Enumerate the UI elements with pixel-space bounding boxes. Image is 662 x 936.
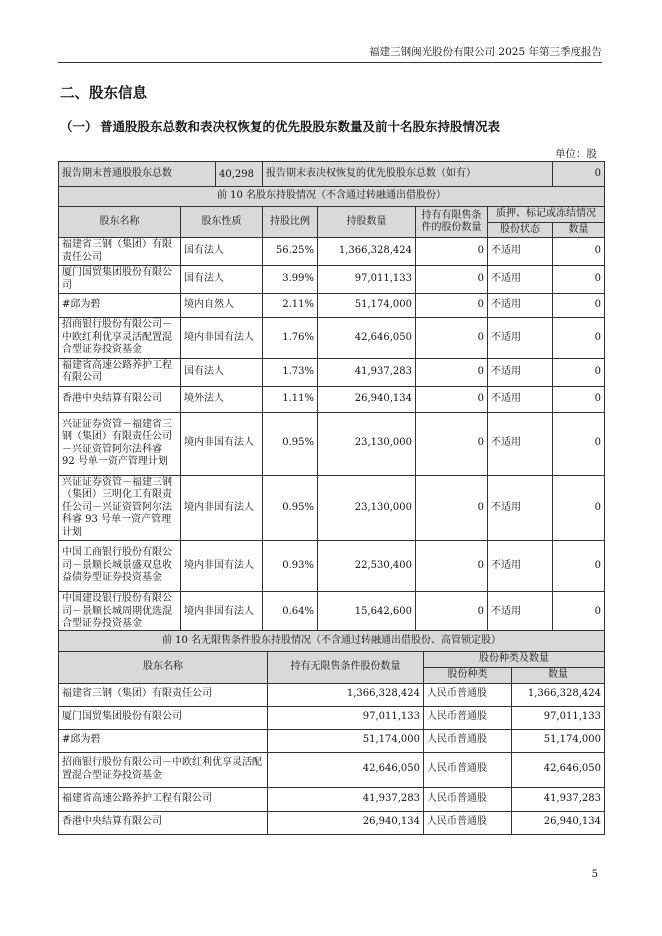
holding-ratio: 3.99%: [263, 266, 318, 294]
header-ratio: 持股比例: [263, 207, 318, 238]
table-row: [59, 318, 605, 359]
pledge-state: 不适用: [488, 592, 553, 633]
holding-ratio: 0.95%: [263, 475, 318, 541]
header-state: 股份状态: [488, 222, 553, 238]
pledge-state: 不适用: [488, 541, 553, 592]
table-row: [59, 706, 605, 729]
shareholder-nature: 国有法人: [181, 358, 263, 386]
table-row: [59, 358, 605, 386]
table-row: [59, 266, 605, 294]
holding-ratio: 0.95%: [263, 412, 318, 475]
table-row: [59, 729, 605, 752]
unrestricted-quantity: 1,366,328,424: [268, 683, 424, 706]
header-count: 数量: [512, 667, 605, 683]
subsection-title: [60, 117, 500, 135]
pledge-state: 不适用: [488, 475, 553, 541]
table-row: [59, 811, 605, 834]
shareholder-name: 福建省高速公路养护工程有限公司: [59, 358, 181, 386]
shareholder-name: 厦门国贸集团股份有限公司: [59, 706, 268, 729]
pledge-state: 不适用: [488, 358, 553, 386]
share-type: 人民币普通股: [424, 752, 512, 787]
holding-quantity: 23,130,000: [318, 475, 416, 541]
share-count: 41,937,283: [512, 787, 605, 811]
summary-label-1: 报告期末普通股股东总数: [62, 167, 172, 179]
holding-ratio: 0.64%: [263, 592, 318, 633]
header-kind: 股份种类及数量: [424, 652, 605, 668]
holding-quantity: 23,130,000: [318, 412, 416, 475]
holding-quantity: 26,940,134: [318, 386, 416, 412]
shareholder-name: #邱为碧: [59, 729, 268, 752]
restricted-quantity: 0: [416, 266, 488, 294]
shareholder-nature: 境内非国有法人: [181, 541, 263, 592]
share-count: 51,174,000: [512, 729, 605, 752]
table-row: [59, 787, 605, 811]
header-name: 股东名称: [59, 207, 181, 238]
unrestricted-quantity: 26,940,134: [268, 811, 424, 834]
unrestricted-shareholders-table: [58, 630, 605, 835]
pledge-state: 不适用: [488, 238, 553, 266]
subsection-text: 普通股股东总数和表决权恢复的优先股股东数量及前十名股东持股情况表: [100, 119, 501, 134]
restricted-quantity: 0: [416, 318, 488, 359]
share-count: 26,940,134: [512, 811, 605, 834]
top10-shareholders-table: [58, 161, 605, 633]
pledge-count: 0: [553, 592, 605, 633]
shareholder-name: 中国工商银行股份有限公司－景顺长城景盛双息收益债券型证券投资基金: [59, 541, 181, 592]
restricted-quantity: 0: [416, 475, 488, 541]
pledge-state: 不适用: [488, 318, 553, 359]
pledge-state: 不适用: [488, 266, 553, 294]
shareholder-name: 招商银行股份有限公司－中欧红利优享灵活配置混合型证券投资基金: [59, 752, 268, 787]
shareholder-name: 招商银行股份有限公司－中欧红利优享灵活配置混合型证券投资基金: [59, 318, 181, 359]
restricted-quantity: 0: [416, 592, 488, 633]
summary-value-1: 40,298: [215, 162, 262, 186]
share-count: 97,011,133: [512, 706, 605, 729]
restricted-quantity: 0: [416, 412, 488, 475]
share-type: 人民币普通股: [424, 729, 512, 752]
pledge-state: 不适用: [488, 412, 553, 475]
share-type: 人民币普通股: [424, 787, 512, 811]
holding-quantity: 15,642,600: [318, 592, 416, 633]
table-row: [59, 294, 605, 318]
subsection-number: （一）: [60, 119, 98, 134]
section-title: 二、股东信息: [60, 86, 147, 102]
shareholder-name: 中国建设银行股份有限公司－景顺长城周期优选混合型证券投资基金: [59, 592, 181, 633]
table-row: [59, 541, 605, 592]
shareholder-nature: 国有法人: [181, 238, 263, 266]
restricted-quantity: 0: [416, 386, 488, 412]
header-restricted: 持有有限售条件的股份数量: [416, 207, 488, 238]
holding-ratio: 1.11%: [263, 386, 318, 412]
shareholder-name: 福建省高速公路养护工程有限公司: [59, 787, 268, 811]
share-type: 人民币普通股: [424, 811, 512, 834]
pledge-count: 0: [553, 238, 605, 266]
shareholder-name: 厦门国贸集团股份有限公司: [59, 266, 181, 294]
unit-label: 单位：股: [555, 148, 597, 160]
page-number: 5: [591, 869, 598, 880]
holding-quantity: 22,530,400: [318, 541, 416, 592]
header-unrestricted-quantity: 持有无限售条件股份数量: [268, 652, 424, 684]
unrestricted-quantity: 41,937,283: [268, 787, 424, 811]
holding-ratio: 56.25%: [263, 238, 318, 266]
header-name: 股东名称: [59, 652, 268, 684]
share-type: 人民币普通股: [424, 683, 512, 706]
table-row: [59, 475, 605, 541]
pledge-count: 0: [553, 412, 605, 475]
table-row: [59, 238, 605, 266]
holding-ratio: 1.76%: [263, 318, 318, 359]
unrestricted-caption: 前 10 名无限售条件股东持股情况（不含通过转融通出借股份、高管锁定股）: [59, 631, 605, 652]
unrestricted-quantity: 97,011,133: [268, 706, 424, 729]
holding-quantity: 41,937,283: [318, 358, 416, 386]
table-row: [59, 683, 605, 706]
shareholder-nature: 境内非国有法人: [181, 412, 263, 475]
page-header: 福建三钢闽光股份有限公司 2025 年第三季度报告: [58, 44, 602, 63]
pledge-count: 0: [553, 318, 605, 359]
pledge-count: 0: [553, 358, 605, 386]
holding-quantity: 1,366,328,424: [318, 238, 416, 266]
header-share-type: 股份种类: [424, 667, 512, 683]
shareholder-name: 福建省三钢（集团）有限责任公司: [59, 683, 268, 706]
table-row: [59, 386, 605, 412]
holding-quantity: 97,011,133: [318, 266, 416, 294]
shareholder-name: 福建省三钢（集团）有限责任公司: [59, 238, 181, 266]
shareholder-nature: 境内非国有法人: [181, 318, 263, 359]
header-count: 数量: [553, 222, 605, 238]
holding-ratio: 1.73%: [263, 358, 318, 386]
header-nature: 股东性质: [181, 207, 263, 238]
pledge-count: 0: [553, 386, 605, 412]
shareholder-nature: 境内自然人: [181, 294, 263, 318]
shareholder-nature: 境内非国有法人: [181, 592, 263, 633]
restricted-quantity: 0: [416, 294, 488, 318]
table-row: [59, 412, 605, 475]
summary-value-2: 0: [553, 162, 605, 187]
holding-quantity: 51,174,000: [318, 294, 416, 318]
pledge-state: 不适用: [488, 386, 553, 412]
shareholder-name: #邱为碧: [59, 294, 181, 318]
share-type: 人民币普通股: [424, 706, 512, 729]
restricted-quantity: 0: [416, 541, 488, 592]
shareholder-name: 兴证证券资管－福建三钢（集团）三明化工有限责任公司－兴证资管阿尔法科睿 93 号单一资产管理计划: [59, 475, 181, 541]
unrestricted-quantity: 42,646,050: [268, 752, 424, 787]
restricted-quantity: 0: [416, 238, 488, 266]
shareholder-name: 香港中央结算有限公司: [59, 386, 181, 412]
shareholder-nature: 境外法人: [181, 386, 263, 412]
header-quantity: 持股数量: [318, 207, 416, 238]
share-count: 42,646,050: [512, 752, 605, 787]
pledge-count: 0: [553, 541, 605, 592]
share-count: 1,366,328,424: [512, 683, 605, 706]
shareholder-name: 香港中央结算有限公司: [59, 811, 268, 834]
summary-cell: [59, 162, 263, 187]
header-pledge: 质押、标记或冻结情况: [488, 207, 605, 223]
holding-ratio: 0.93%: [263, 541, 318, 592]
top10-caption: 前 10 名股东持股情况（不含通过转融通出借股份）: [59, 187, 605, 207]
pledge-count: 0: [553, 475, 605, 541]
shareholder-nature: 国有法人: [181, 266, 263, 294]
shareholder-nature: 境内非国有法人: [181, 475, 263, 541]
pledge-count: 0: [553, 266, 605, 294]
pledge-state: 不适用: [488, 294, 553, 318]
restricted-quantity: 0: [416, 358, 488, 386]
pledge-count: 0: [553, 294, 605, 318]
holding-quantity: 42,646,050: [318, 318, 416, 359]
shareholder-name: 兴证证券资管－福建省三钢（集团）有限责任公司－兴证资管阿尔法科睿 92 号单一资产管理计划: [59, 412, 181, 475]
summary-label-2: 报告期末表决权恢复的优先股股东总数（如有）: [263, 162, 553, 187]
unrestricted-quantity: 51,174,000: [268, 729, 424, 752]
table-row: [59, 752, 605, 787]
table-row: [59, 592, 605, 633]
holding-ratio: 2.11%: [263, 294, 318, 318]
